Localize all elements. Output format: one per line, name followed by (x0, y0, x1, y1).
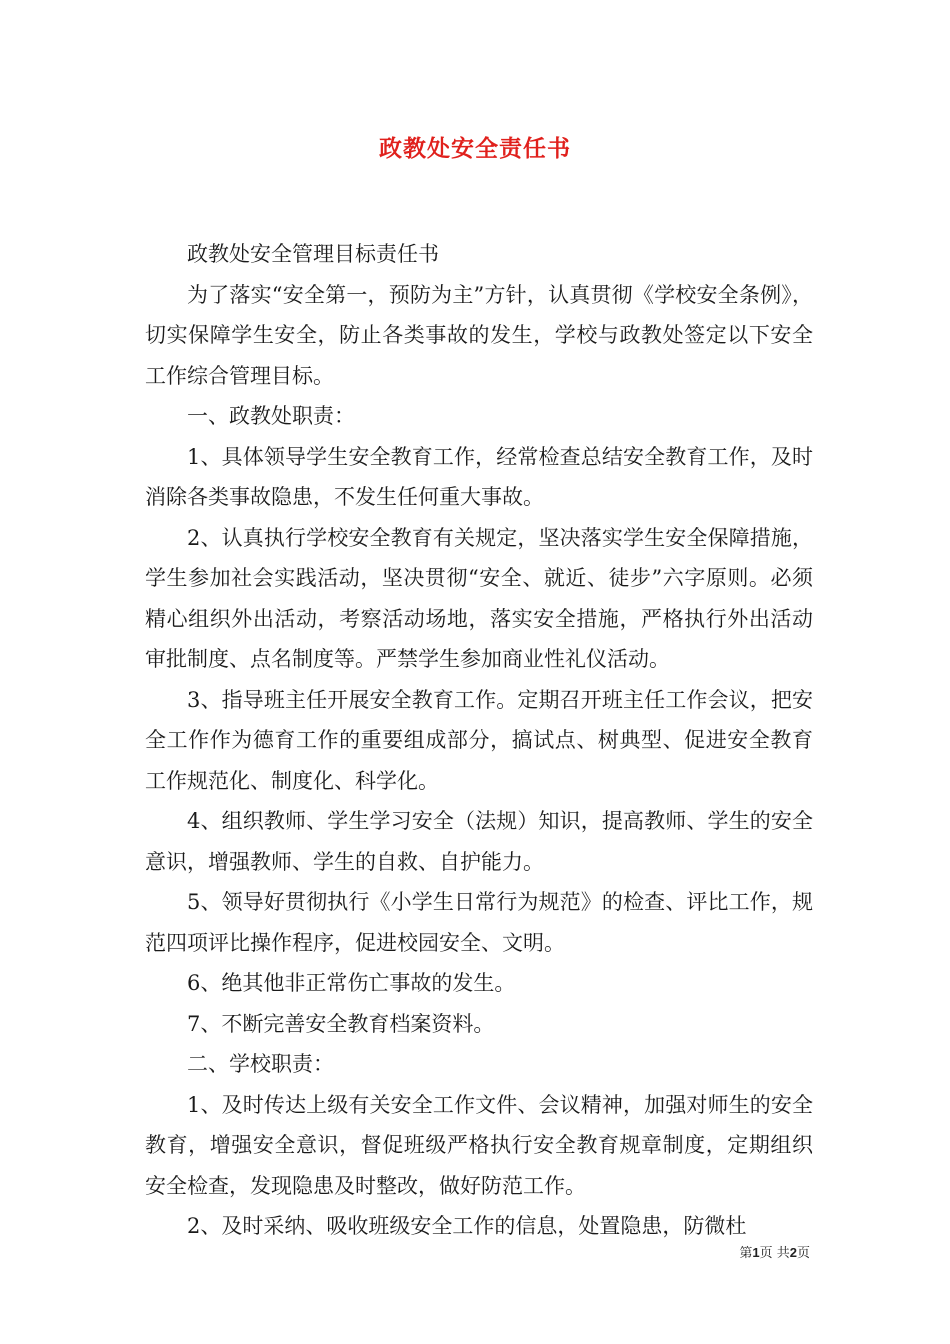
page-footer (700, 1242, 810, 1261)
paragraph-office-duty-6: 6、绝其他非正常伤亡事故的发生。 (187, 971, 516, 995)
footer-current-page: 1 (752, 1245, 760, 1260)
document-body (145, 234, 813, 1247)
footer-suffix: 页 (796, 1246, 810, 1261)
paragraph-intro: 为了落实“安全第一，预防为主”方针，认真贯彻《学校安全条例》，切实保障学生安全，防止各类事故的发生，学校与政教处签定以下安全工作综合管理目标。 (145, 282, 813, 388)
paragraph-office-duty-4: 4、组织教师、学生学习安全（法规）知识，提高教师、学生的安全意识，增强教师、学生的自救、自护能力。 (145, 809, 813, 874)
section-heading-office-duties: 一、政教处职责： (187, 404, 355, 428)
paragraph-office-duty-1: 1、具体领导学生安全教育工作，经常检查总结安全教育工作，及时消除各类事故隐患，不发生任何重大事故。 (145, 444, 813, 509)
section-heading-school-duties: 二、学校职责： (187, 1052, 334, 1076)
paragraph-subtitle: 政教处安全管理目标责任书 (187, 242, 439, 266)
paragraph-office-duty-3: 3、指导班主任开展安全教育工作。定期召开班主任工作会议，把安全工作作为德育工作的重要组成部分，搞试点、树典型、促进安全教育工作规范化、制度化、科学化。 (145, 687, 813, 793)
footer-total-pages: 2 (789, 1245, 797, 1260)
paragraph-office-duty-7: 7、不断完善安全教育档案资料。 (187, 1011, 495, 1036)
footer-middle: 页 共 (759, 1246, 790, 1261)
paragraph-school-duty-1: 1、及时传达上级有关安全工作文件、会议精神，加强对师生的安全教育，增强安全意识，督促班级严格执行安全教育规章制度，定期组织安全检查，发现隐患及时整改，做好防范工作。 (145, 1092, 813, 1198)
document-title: 政教处安全责任书 (379, 135, 571, 162)
footer-prefix: 第 (739, 1246, 753, 1261)
paragraph-school-duty-2: 2、及时采纳、吸收班级安全工作的信息，处置隐患，防微杜 (187, 1214, 747, 1238)
paragraph-office-duty-5: 5、领导好贯彻执行《小学生日常行为规范》的检查、评比工作，规范四项评比操作程序，促进校园安全、文明。 (145, 890, 813, 955)
paragraph-office-duty-2: 2、认真执行学校安全教育有关规定，坚决落实学生安全保障措施，学生参加社会实践活动，坚决贯彻“安全、就近、徒步”六字原则。必须精心组织外出活动，考察活动场地，落实安全措施，严格执行外出活动审批制度、点名制度等。严禁学生参加商业性礼仪活动。 (145, 525, 813, 671)
